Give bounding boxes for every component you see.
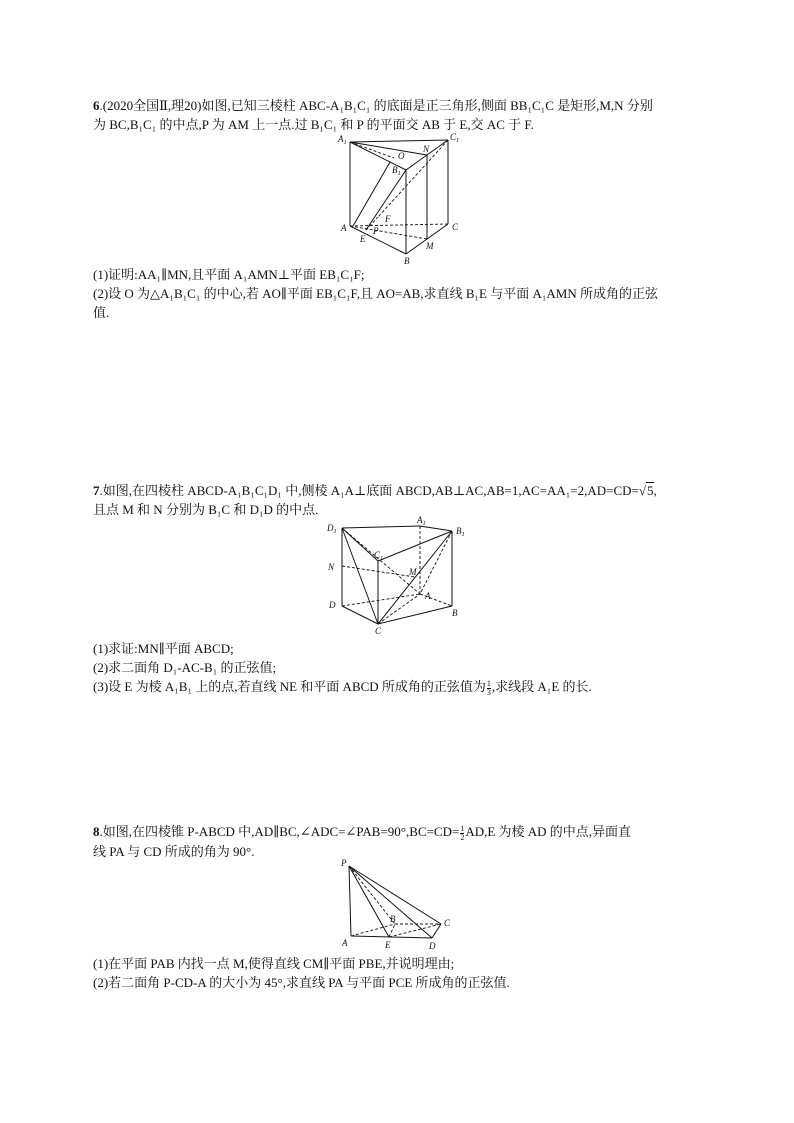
q7-part-3: (3)设 E 为棱 A₁B₁ 上的点,若直线 NE 和平面 ABCD 所成角的正弦值为 $\frac{1}{3}$ ,求线段 A₁E 的长. bbox=[93, 678, 592, 697]
question-6 bbox=[93, 96, 703, 134]
q6-label-O: O bbox=[398, 151, 405, 161]
q6-label-E: E bbox=[360, 234, 366, 244]
q6-label-A: A bbox=[341, 223, 347, 233]
q7-number: 7 bbox=[93, 483, 100, 498]
q8-label-C: C bbox=[444, 918, 451, 928]
q8-part-2: (2)若二面角 P-CD-A 的大小为 45°,求直线 PA 与平面 PCE 所成角的正弦值. bbox=[93, 975, 510, 990]
question-8-parts bbox=[93, 954, 703, 992]
q8-pyramid-figure bbox=[337, 858, 467, 953]
q7-label-D1: $D_1$ bbox=[327, 523, 337, 535]
q6-label-B: B bbox=[404, 256, 410, 266]
q7-label-C1: $C_1$ bbox=[374, 550, 384, 562]
q7-label-N: N bbox=[328, 562, 335, 572]
q7-label-D: D bbox=[329, 600, 336, 610]
q6-label-F: F bbox=[385, 214, 391, 224]
q7-label-A: A bbox=[425, 591, 431, 601]
q6-label-P: P bbox=[373, 226, 379, 236]
question-7-parts bbox=[93, 639, 703, 697]
q6-label-C1: $C_1$ bbox=[450, 132, 460, 144]
q6-part-2-cont: 值. bbox=[93, 305, 110, 320]
q6-part-2: (2)设 O 为△A₁B₁C₁ 的中心,若 AO∥平面 EB₁C₁F,且 AO=AB,求直线 B₁E 与平面 A₁AMN 所成角的正弦 bbox=[93, 286, 659, 301]
q6-label-N: N bbox=[423, 144, 430, 154]
q8-part-1: (1)在平面 PAB 内找一点 M,使得直线 CM∥平面 PBE,并说明理由; bbox=[93, 956, 455, 971]
q7-label-B1: $B_1$ bbox=[456, 526, 465, 538]
q6-stem-line-2: 为 BC,B₁C₁ 的中点,P 为 AM 上一点.过 B₁C₁ 和 P 的平面交 AB 于 E,交 AC 于 F. bbox=[93, 117, 534, 132]
q6-label-C: C bbox=[452, 222, 459, 232]
q8-label-B: B bbox=[390, 914, 396, 924]
q6-prism-figure bbox=[338, 130, 468, 270]
q8-fraction: $\frac{1}{2}$ bbox=[460, 823, 465, 842]
q8-stem-line-2: 线 PA 与 CD 所成的角为 90°. bbox=[93, 843, 255, 859]
q7-part-1: (1)求证:MN∥平面 ABCD; bbox=[93, 641, 234, 656]
q8-label-P: P bbox=[341, 858, 347, 868]
q8-label-D: D bbox=[429, 941, 436, 951]
q8-stem-line-1: 8.如图,在四棱锥 P-ABCD 中,AD∥BC,∠ADC=∠PAB=90°,BC=CD= $\frac{1}{2}$ AD,E 为棱 AD 的中点,异面直 bbox=[93, 823, 632, 842]
question-7 bbox=[93, 481, 703, 519]
q7-stem-line-2: 且点 M 和 N 分别为 B₁C 和 D₁D 的中点. bbox=[93, 502, 319, 517]
q7-label-A1: $A_1$ bbox=[417, 515, 426, 527]
q6-number: 6 bbox=[93, 98, 100, 113]
q7-prism-figure bbox=[322, 516, 472, 636]
question-8 bbox=[93, 822, 703, 861]
q8-label-E: E bbox=[385, 940, 391, 950]
q6-stem-line-1: 6.(2020全国Ⅱ,理20)如图,已知三棱柱 ABC-A₁B₁C₁ 的底面是正三角形,侧面 BB₁C₁C 是矩形,M,N 分别 bbox=[93, 98, 653, 113]
q7-stem-line-1: 7.如图,在四棱柱 ABCD-A₁B₁C₁D₁ 中,侧棱 A₁A⊥底面 ABCD,AB⊥AC,AB=1,AC=AA₁=2,AD=CD=√5, bbox=[93, 483, 657, 498]
q6-label-A1: $A_1$ bbox=[338, 134, 347, 146]
q7-label-C: C bbox=[375, 626, 382, 636]
q6-label-M: M bbox=[426, 241, 434, 251]
q8-label-A: A bbox=[342, 938, 348, 948]
q6-part-1: (1)证明:AA₁∥MN,且平面 A₁AMN⊥平面 EB₁C₁F; bbox=[93, 267, 365, 282]
q6-label-B1: $B_1$ bbox=[392, 165, 401, 177]
q7-part-2: (2)求二面角 D₁-AC-B₁ 的正弦值; bbox=[93, 660, 277, 675]
question-6-parts bbox=[93, 265, 703, 322]
q7-label-M: M bbox=[409, 567, 417, 577]
q7-fraction: $\frac{1}{3}$ bbox=[486, 678, 491, 697]
q7-label-B: B bbox=[452, 608, 458, 618]
q8-number: 8 bbox=[93, 824, 100, 839]
q7-sqrt-value: 5 bbox=[647, 483, 654, 498]
